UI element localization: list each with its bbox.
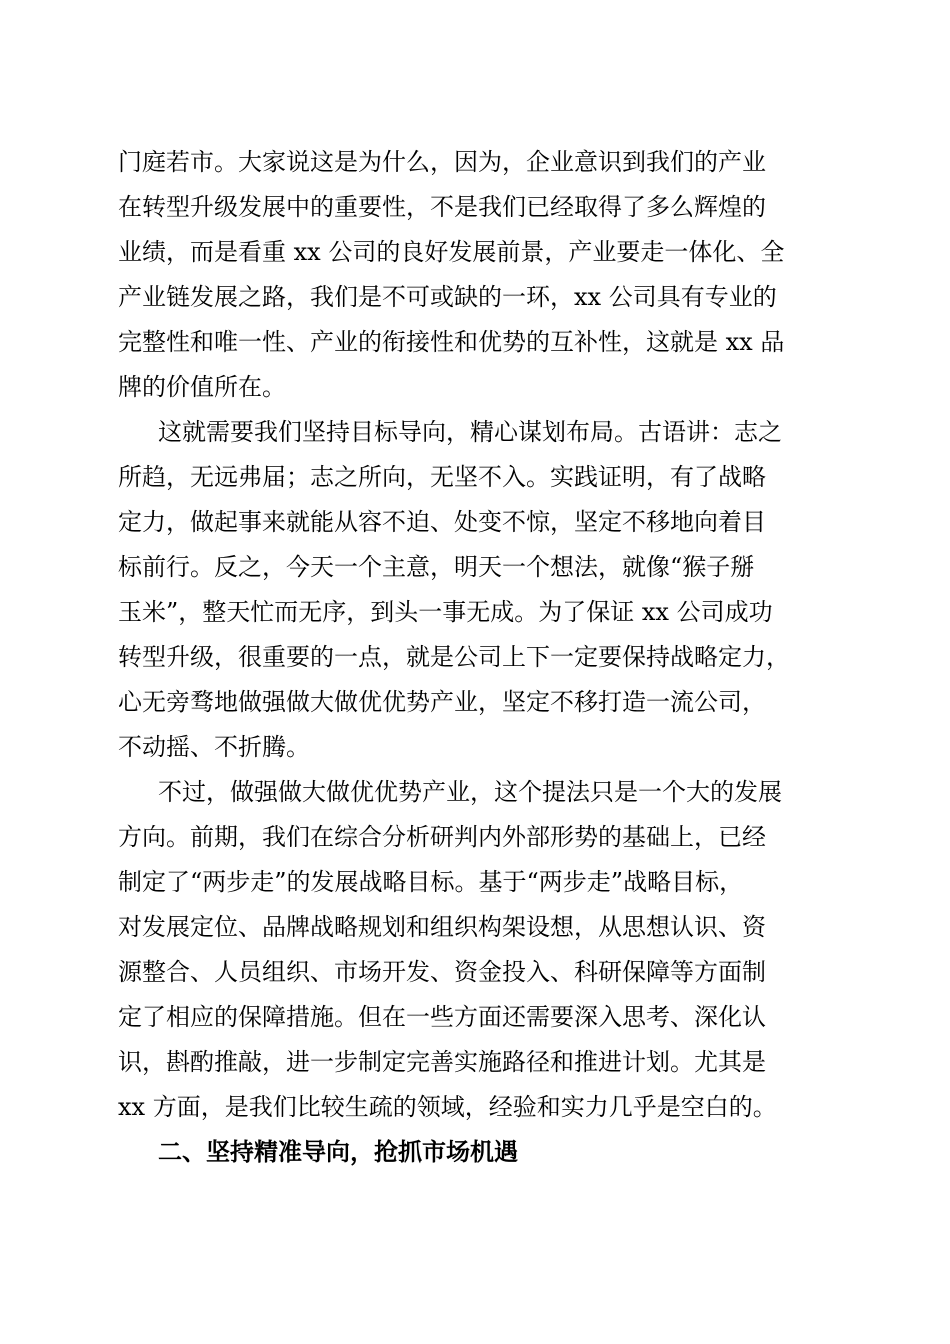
text-line: 定力，做起事来就能从容不迫、处变不惊，坚定不移地向着目 xyxy=(118,508,766,536)
text-line: 业绩，而是看重 xx 公司的良好发展前景，产业要走一体化、全 xyxy=(118,238,785,266)
text-line: 方向。前期，我们在综合分析研判内外部形势的基础上，已经 xyxy=(118,823,766,851)
text-line: 定了相应的保障措施。但在一些方面还需要深入思考、深化认 xyxy=(118,1003,766,1031)
text-line: xx 方面，是我们比较生疏的领域，经验和实力几乎是空白的。 xyxy=(118,1093,777,1121)
text-line: 在转型升级发展中的重要性，不是我们已经取得了多么辉煌的 xyxy=(118,193,766,221)
text-line: 标前行。反之，今天一个主意，明天一个想法，就像“猴子掰 xyxy=(118,553,755,581)
section-heading: 二、坚持精准导向，抢抓市场机遇 xyxy=(158,1138,518,1166)
text-line: 转型升级，很重要的一点，就是公司上下一定要保持战略定力， xyxy=(118,643,790,671)
text-line: 不动摇、不折腾。 xyxy=(118,733,310,761)
text-line: 这就需要我们坚持目标导向，精心谋划布局。古语讲：志之 xyxy=(158,418,782,446)
text-line: 制定了“两步走”的发展战略目标。基于“两步走”战略目标， xyxy=(118,868,744,896)
text-line: 所趋，无远弗届；志之所向，无坚不入。实践证明，有了战略 xyxy=(118,463,766,491)
text-line: 心无旁骛地做强做大做优优势产业，坚定不移打造一流公司， xyxy=(118,688,766,716)
text-line: 产业链发展之路，我们是不可或缺的一环，xx 公司具有专业的 xyxy=(118,283,777,311)
text-line: 玉米”，整天忙而无序，到头一事无成。为了保证 xx 公司成功 xyxy=(118,598,773,626)
text-line: 识，斟酌推敲，进一步制定完善实施路径和推进计划。尤其是 xyxy=(118,1048,766,1076)
text-line: 源整合、人员组织、市场开发、资金投入、科研保障等方面制 xyxy=(118,958,766,986)
text-line: 门庭若市。大家说这是为什么，因为，企业意识到我们的产业 xyxy=(118,148,766,176)
text-line: 不过，做强做大做优优势产业，这个提法只是一个大的发展 xyxy=(158,778,782,806)
text-line: 完整性和唯一性、产业的衔接性和优势的互补性，这就是 xx 品 xyxy=(118,328,785,356)
text-line: 对发展定位、品牌战略规划和组织构架设想，从思想认识、资 xyxy=(118,913,766,941)
text-line: 牌的价值所在。 xyxy=(118,373,286,401)
